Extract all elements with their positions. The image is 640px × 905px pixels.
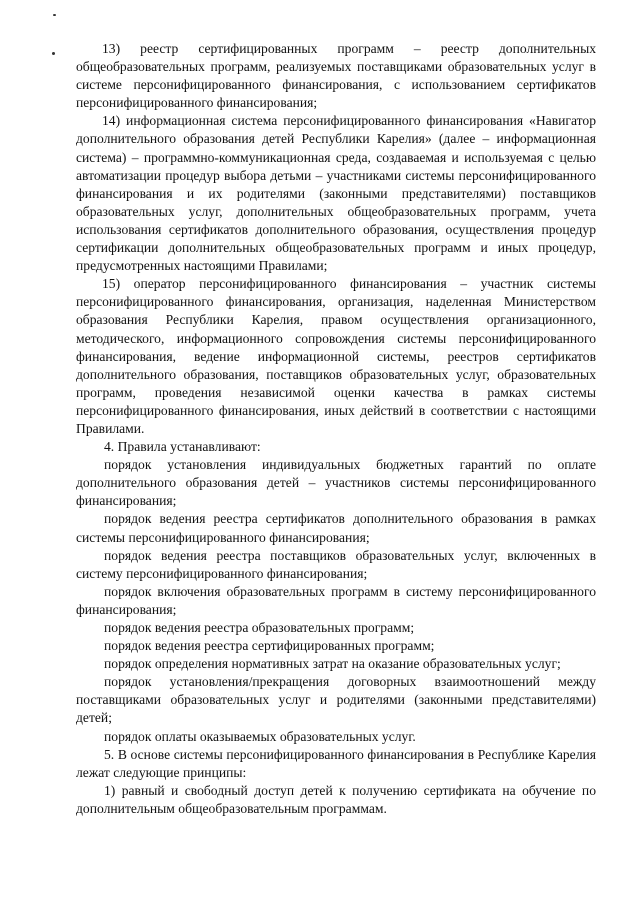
rules-list-item: порядок ведения реестра сертифицированных программ; bbox=[104, 638, 435, 654]
rules-list-item: порядок ведения реестра сертификатов дополнительного образования в рамках системы персонифицированного финансирования; bbox=[76, 511, 596, 545]
rules-list-item: порядок ведения реестра образовательных программ; bbox=[104, 620, 415, 635]
principle-item-1: 1) равный и свободный доступ детей к получению сертификата на обучение по дополнительным общеобразовательным программам. bbox=[76, 782, 596, 816]
rules-list-item: порядок установления/прекращения договорных взаимоотношений между поставщиками образовательных услуг и родителями (законными представителями) детей; bbox=[76, 674, 596, 726]
rules-list-item: порядок определения нормативных затрат на оказание образовательных услуг; bbox=[104, 656, 561, 672]
rules-list-item: порядок включения образовательных программ в систему персонифицированного финансирования; bbox=[76, 583, 596, 617]
scan-speck bbox=[52, 52, 55, 55]
scan-speck bbox=[53, 14, 56, 16]
rules-list-item: порядок оплаты оказываемых образовательных услуг. bbox=[104, 728, 416, 744]
paragraph-item-13: 13) реестр сертифицированных программ – реестр дополнительных общеобразовательных программ, реализуемых поставщиками образовательных услуг в системе персонифицированного финансирования, с использованием сертификатов персонифицированного финансирования; bbox=[76, 41, 596, 111]
section-5-heading: 5. В основе системы персонифицированного финансирования в Республике Карелия лежат следующие принципы: bbox=[76, 746, 596, 780]
document-page bbox=[76, 40, 596, 818]
section-4-heading: 4. Правила устанавливают: bbox=[104, 439, 261, 455]
rules-list-item: порядок установления индивидуальных бюджетных гарантий по оплате дополнительного образования детей – участников системы персонифицированного финансирования; bbox=[76, 457, 596, 509]
paragraph-item-14: 14) информационная система персонифицированного финансирования «Навигатор дополнительного образования детей Республики Карелия» (далее – информационная система) – программно-коммуникационная среда, создаваемая и используемая с целью автоматизации процедур выбора детьми – участниками системы персонифицированного финансирования и их родителями (законными представителями) поставщиков образовательных услуг, дополнительных общеобразовательных программ, учета использования сертификатов дополнительного образования, осуществления процедур сертификации дополнительных общеобразовательных программ и иных процедур, предусмотренных настоящими Правилами; bbox=[76, 113, 596, 274]
rules-list-item: порядок ведения реестра поставщиков образовательных услуг, включенных в систему персонифицированного финансирования; bbox=[76, 547, 596, 581]
paragraph-item-15: 15) оператор персонифицированного финансирования – участник системы персонифицированного финансирования, организация, наделенная Министерством образования Республики Карелия, правом осуществления организационного, методического, информационного сопровождения системы персонифицированного финансирования, ведение информационной системы, реестров сертификатов дополнительного образования, поставщиков образовательных услуг, образовательных программ, проведения независимой оценки качества в рамках системы персонифицированного финансирования, иных действий в соответствии с настоящими Правилами. bbox=[76, 276, 596, 436]
